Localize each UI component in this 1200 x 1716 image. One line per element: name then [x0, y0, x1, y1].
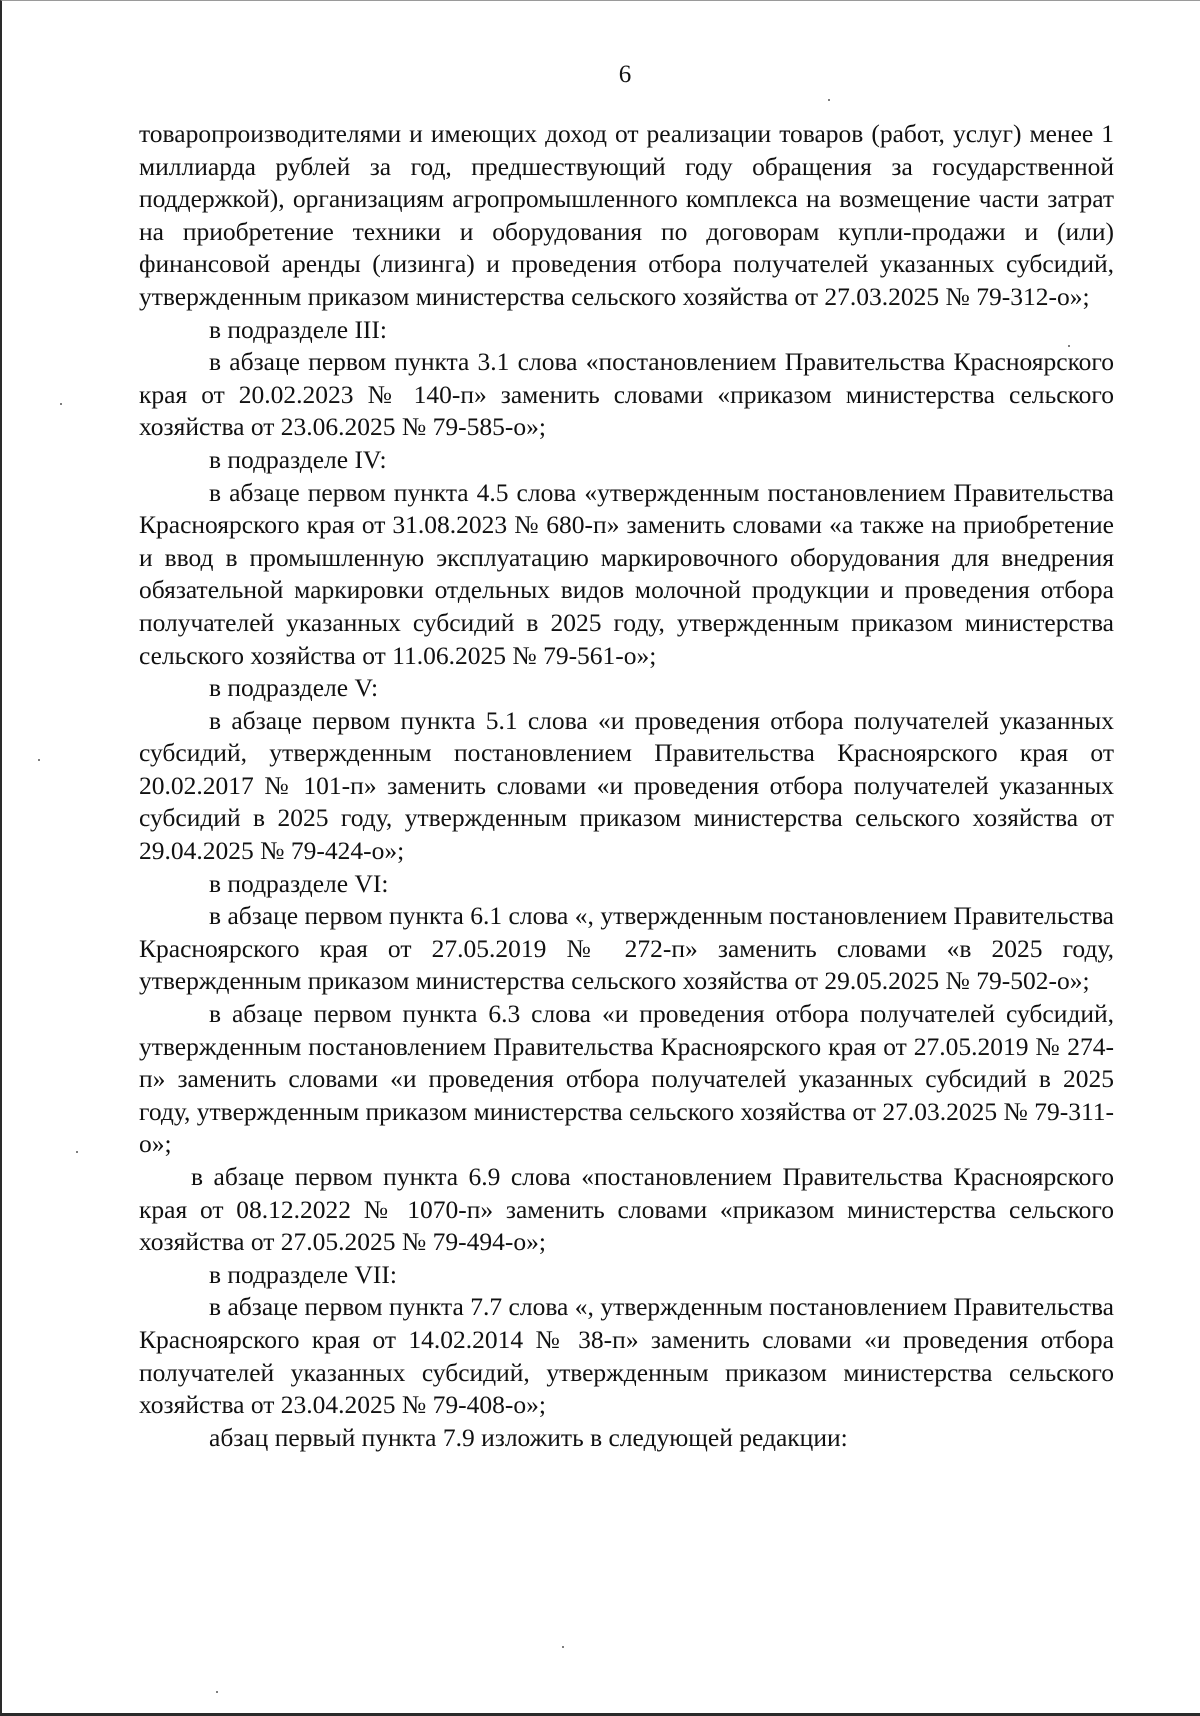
scan-speck [828, 99, 830, 101]
scan-speck [76, 1151, 78, 1153]
scan-speck [1068, 345, 1070, 347]
page-number: 6 [618, 61, 632, 88]
paragraph: в абзаце первом пункта 4.5 слова «утвержденным постановлением Правительства Красноярского края от 31.08.2023 № 680-п» заменить словами «а также на приобретение и ввод в промышленную эксплуатацию маркировочного оборудования для внедрения обязательной маркировки отдельных видов молочной продукции и проведения отбора получателей указанных субсидий в 2025 году, утвержденным приказом министерства сельского хозяйства от 11.06.2025 № 79-561-о»; [139, 477, 1114, 670]
scan-speck [562, 1646, 564, 1648]
paragraph: товаропроизводителями и имеющих доход от реализации товаров (работ, услуг) менее 1 миллиарда рублей за год, предшествующий году обращения за государственной поддержкой), организациям агропромышленного комплекса на возмещение части затрат на приобретение техники и оборудования по договорам купли-продажи и (или) финансовой аренды (лизинга) и проведения отбора получателей указанных субсидий, утвержденным приказом министерства сельского хозяйства от 27.03.2025 № 79-312-о»; [139, 119, 1114, 311]
subsection-heading: в подразделе VI: [209, 868, 389, 898]
paragraph: в абзаце первом пункта 6.3 слова «и проведения отбора получателей субсидий, утвержденным постановлением Правительства Красноярского края от 27.05.2019 № 274-п» заменить словами «и проведения отбора получателей указанных субсидий в 2025 году, утвержденным приказом министерства сельского хозяйства от 27.03.2025 № 79-311-о»; [139, 999, 1114, 1159]
paragraph: абзац первый пункта 7.9 изложить в следующей редакции: [209, 1422, 848, 1452]
paragraph: в абзаце первом пункта 3.1 слова «постановлением Правительства Красноярского края от 20.02.2023 № 140-п» заменить словами «приказом министерства сельского хозяйства от 23.06.2025 № 79-585-о»; [139, 347, 1114, 442]
subsection-heading: в подразделе III: [209, 314, 388, 344]
subsection-heading: в подразделе VII: [209, 1259, 397, 1289]
subsection-heading: в подразделе V: [209, 673, 379, 703]
paragraph: в абзаце первом пункта 7.7 слова «, утвержденным постановлением Правительства Красноярского края от 14.02.2014 № 38-п» заменить словами «и проведения отбора получателей указанных субсидий, утвержденным приказом министерства сельского хозяйства от 23.04.2025 № 79-408-о»; [139, 1292, 1114, 1420]
paragraph: в абзаце первом пункта 6.1 слова «, утвержденным постановлением Правительства Красноярского края от 27.05.2019 № 272-п» заменить словами «в 2025 году, утвержденным приказом министерства сельского хозяйства от 29.05.2025 № 79-502-о»; [139, 901, 1114, 996]
subsection-heading: в подразделе IV: [209, 444, 387, 474]
paragraph: в абзаце первом пункта 6.9 слова «постановлением Правительства Красноярского края от 08.12.2022 № 1070-п» заменить словами «приказом министерства сельского хозяйства от 27.05.2025 № 79-494-о»; [139, 1162, 1114, 1257]
paragraph: в абзаце первом пункта 5.1 слова «и проведения отбора получателей указанных субсидий, утвержденным постановлением Правительства Красноярского края от 20.02.2017 № 101-п» заменить словами «и проведения отбора получателей указанных субсидий в 2025 году, утвержденным приказом министерства сельского хозяйства от 29.04.2025 № 79-424-о»; [139, 705, 1114, 866]
document-body [139, 118, 1114, 1454]
scan-speck [60, 403, 62, 405]
scan-speck [216, 1691, 218, 1693]
scan-speck [38, 759, 40, 761]
